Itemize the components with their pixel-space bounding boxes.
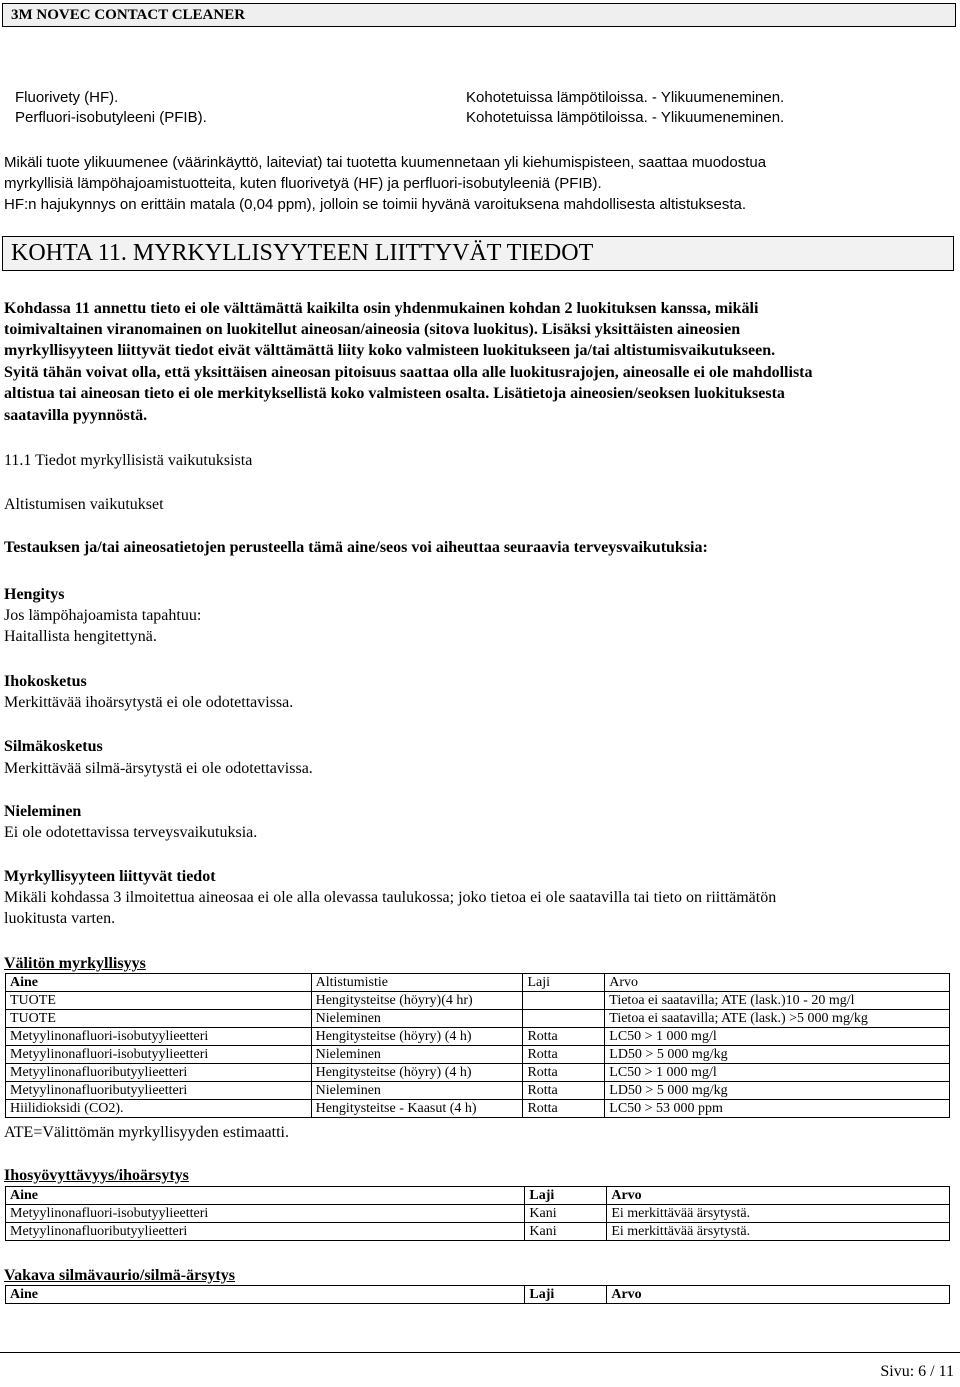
table-header-row (6, 1187, 950, 1205)
table-cell: Hengitysteitse - Kaasut (4 h) (311, 1100, 523, 1118)
table-cell: Rotta (523, 1028, 605, 1046)
ate-footnote: ATE=Välittömän myrkyllisyyden estimaatti. (4, 1124, 289, 1141)
inhalation-line-2: Haitallista hengitettynä. (4, 628, 157, 645)
table-cell: Kani (525, 1223, 607, 1241)
decomp-paragraph-line-2: myrkyllisiä lämpöhajoamistuotteita, kuten fluorivetyä (HF) ja perfluori-isobutyleeniä (PFIB). (4, 175, 602, 192)
header-cell: Laji (525, 1187, 607, 1205)
table-row (6, 1046, 950, 1064)
table-cell: Rotta (523, 1064, 605, 1082)
decomp-paragraph-line-1: Mikäli tuote ylikuumenee (väärinkäyttö, laiteviat) tai tuotetta kuumennetaan yli kiehumispisteen, saattaa muodostua (4, 154, 767, 171)
table-cell: Nieleminen (311, 1082, 523, 1100)
table-cell: LC50 > 1 000 mg/l (605, 1028, 950, 1046)
table-row (6, 1223, 950, 1241)
inhalation-line-1: Jos lämpöhajoamista tapahtuu: (4, 607, 202, 624)
eye-damage-heading: Vakava silmävaurio/silmä-ärsytys (4, 1267, 235, 1284)
table-cell: LD50 > 5 000 mg/kg (605, 1046, 950, 1064)
header-cell: Arvo (607, 1286, 950, 1304)
decomp-condition-2: Kohotetuissa lämpötiloissa. - Ylikuumeneminen. (466, 109, 785, 126)
page-separator: / (930, 1363, 935, 1380)
table-cell: Metyylinonafluori-isobutyylieetteri (6, 1028, 312, 1046)
header-cell: Laji (523, 974, 605, 992)
table-row (6, 1082, 950, 1100)
table-row (6, 992, 950, 1010)
acute-toxicity-heading: Välitön myrkyllisyys (4, 955, 146, 972)
skin-contact-heading: Ihokosketus (4, 673, 87, 690)
exposure-effects-heading: Altistumisen vaikutukset (4, 496, 164, 513)
table-header-row (6, 1286, 950, 1304)
ingestion-heading: Nieleminen (4, 803, 82, 820)
document-title: 3M NOVEC CONTACT CLEANER (11, 7, 246, 23)
section-11-title: KOHTA 11. MYRKYLLISYYTEEN LIITTYVÄT TIEDOT (11, 240, 594, 266)
table-cell: Ei merkittävää ärsytystä. (607, 1223, 950, 1241)
header-cell: Arvo (607, 1187, 950, 1205)
table-cell: Rotta (523, 1046, 605, 1064)
header-cell: Laji (525, 1286, 607, 1304)
header-cell: Altistumistie (311, 974, 523, 992)
header-cell: Aine (6, 1187, 525, 1205)
ingestion-text: Ei ole odotettavissa terveysvaikutuksia. (4, 824, 258, 841)
table-cell: Nieleminen (311, 1010, 523, 1028)
table-cell: Nieleminen (311, 1046, 523, 1064)
header-cell: Aine (6, 1286, 525, 1304)
decomp-condition-1: Kohotetuissa lämpötiloissa. - Ylikuumeneminen. (466, 89, 785, 106)
table-cell: Metyylinonafluoributyylieetteri (6, 1082, 312, 1100)
table-cell: Hengitysteitse (höyry) (4 h) (311, 1028, 523, 1046)
page-label: Sivu: (880, 1363, 915, 1380)
page-number (880, 1361, 954, 1382)
decomp-substance-2: Perfluori-isobutyleeni (PFIB). (15, 109, 207, 126)
acute-toxicity-table (5, 973, 950, 1118)
skin-contact-text: Merkittävää ihoärsytystä ei ole odotettavissa. (4, 694, 294, 711)
table-cell: TUOTE (6, 992, 312, 1010)
table-row (6, 1064, 950, 1082)
inhalation-heading: Hengitys (4, 586, 65, 603)
intro-line-3: myrkyllisyyteen liittyvät tiedot eivät välttämättä liity koko valmisteen luokitukseen ja/tai altistumisvaikutukseen. (4, 342, 776, 359)
table-cell: Metyylinonafluoributyylieetteri (6, 1064, 312, 1082)
testing-statement: Testauksen ja/tai aineosatietojen perusteella tämä aine/seos voi aiheuttaa seuraavia terveysvaikutuksia: (4, 539, 708, 556)
table-cell: LD50 > 5 000 mg/kg (605, 1082, 950, 1100)
intro-line-2: toimivaltainen viranomainen on luokitellut aineosan/aineosia (sitova luokitus). Lisäksi yksittäisten aineosien (4, 321, 741, 338)
intro-line-6: saatavilla pyynnöstä. (4, 407, 148, 424)
eye-damage-table (5, 1285, 950, 1304)
table-row (6, 1100, 950, 1118)
table-header-row (6, 974, 950, 992)
subsection-title: 11.1 Tiedot myrkyllisistä vaikutuksista (4, 452, 253, 469)
intro-line-1: Kohdassa 11 annettu tieto ei ole välttämättä kaikilta osin yhdenmukainen kohdan 2 luokituksen kanssa, mikäli (4, 300, 759, 317)
table-cell: TUOTE (6, 1010, 312, 1028)
table-cell: Ei merkittävää ärsytystä. (607, 1205, 950, 1223)
table-row (6, 1205, 950, 1223)
table-cell: LC50 > 53 000 ppm (605, 1100, 950, 1118)
eye-contact-text: Merkittävää silmä-ärsytystä ei ole odotettavissa. (4, 760, 313, 777)
table-cell: Rotta (523, 1100, 605, 1118)
toxicology-line-1: Mikäli kohdassa 3 ilmoitettua aineosaa ei ole alla olevassa taulukossa; joko tietoa ei ole saatavilla tai tieto on riittämätön (4, 889, 777, 906)
intro-line-4: Syitä tähän voivat olla, että yksittäisen aineosan pitoisuus saattaa olla alle luokitusrajojen, aineosalle ei ole mahdollista (4, 364, 813, 381)
document-header (2, 3, 956, 27)
header-cell: Arvo (605, 974, 950, 992)
table-cell: Rotta (523, 1082, 605, 1100)
intro-line-5: altistua tai aineosan tieto ei ole merkityksellistä koko valmisteen osalta. Lisätietoja aineosien/seoksen luokituksesta (4, 385, 785, 402)
table-cell: Tietoa ei saatavilla; ATE (lask.)10 - 20 mg/l (605, 992, 950, 1010)
table-cell (523, 1010, 605, 1028)
table-cell: Hengitysteitse (höyry)(4 hr) (311, 992, 523, 1010)
table-cell: Hiilidioksidi (CO2). (6, 1100, 312, 1118)
current-page: 6 (918, 1363, 927, 1380)
skin-irritation-table (5, 1186, 950, 1241)
decomp-substance-1: Fluorivety (HF). (15, 89, 119, 106)
table-cell: LC50 > 1 000 mg/l (605, 1064, 950, 1082)
section-11-heading (2, 236, 954, 271)
table-row (6, 1010, 950, 1028)
table-cell (523, 992, 605, 1010)
hf-odor-threshold-text: HF:n hajukynnys on erittäin matala (0,04 ppm), jolloin se toimii hyvänä varoituksena mahdollisesta altistuksesta. (4, 196, 747, 213)
table-cell: Metyylinonafluori-isobutyylieetteri (6, 1046, 312, 1064)
footer-divider (0, 1352, 960, 1353)
table-cell: Hengitysteitse (höyry) (4 h) (311, 1064, 523, 1082)
total-pages: 11 (938, 1363, 954, 1380)
table-cell: Kani (525, 1205, 607, 1223)
eye-contact-heading: Silmäkosketus (4, 738, 103, 755)
table-cell: Tietoa ei saatavilla; ATE (lask.) >5 000 mg/kg (605, 1010, 950, 1028)
header-cell: Aine (6, 974, 312, 992)
skin-irritation-heading: Ihosyövyttävyys/ihoärsytys (4, 1167, 189, 1184)
toxicology-heading: Myrkyllisyyteen liittyvät tiedot (4, 868, 216, 885)
table-cell: Metyylinonafluoributyylieetteri (6, 1223, 525, 1241)
table-cell: Metyylinonafluori-isobutyylieetteri (6, 1205, 525, 1223)
table-row (6, 1028, 950, 1046)
toxicology-line-2: luokitusta varten. (4, 910, 116, 927)
